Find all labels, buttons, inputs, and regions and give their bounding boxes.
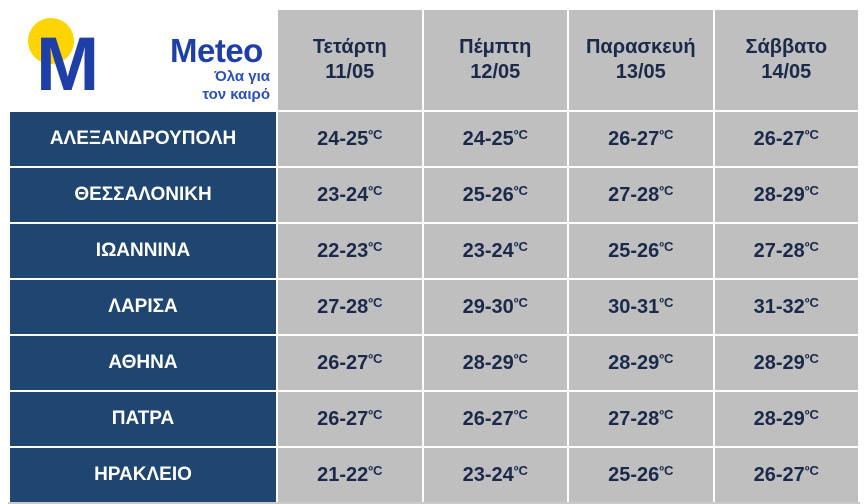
temp-cell bbox=[277, 223, 423, 279]
temp-unit: ºC bbox=[513, 238, 528, 254]
temp-cell bbox=[423, 167, 569, 223]
table-row bbox=[9, 279, 859, 335]
temp-unit: ºC bbox=[804, 350, 819, 366]
table-row bbox=[9, 223, 859, 279]
temp-unit: ºC bbox=[659, 182, 674, 198]
temp-unit: ºC bbox=[804, 294, 819, 310]
table-row bbox=[9, 447, 859, 503]
temp-cell bbox=[568, 447, 714, 503]
temp-value: 26-27 bbox=[753, 463, 805, 486]
temp-unit: ºC bbox=[804, 238, 819, 254]
forecast-table-container bbox=[8, 8, 860, 489]
weather-forecast-table bbox=[8, 8, 860, 504]
temp-value: 26-27 bbox=[462, 407, 514, 430]
temp-unit: ºC bbox=[659, 350, 674, 366]
temp-value: 28-29 bbox=[462, 351, 514, 374]
temp-cell bbox=[714, 335, 860, 391]
temp-unit: ºC bbox=[368, 126, 383, 142]
temp-cell bbox=[423, 447, 569, 503]
temp-cell bbox=[277, 279, 423, 335]
temp-cell bbox=[714, 223, 860, 279]
temp-value: 27-28 bbox=[317, 295, 369, 318]
day-date-0: 11/05 bbox=[325, 61, 375, 83]
temp-unit: ºC bbox=[804, 406, 819, 422]
temp-cell bbox=[714, 111, 860, 167]
city-label: ΑΛΕΞΑΝΔΡΟΥΠΟΛΗ bbox=[9, 111, 277, 167]
temp-cell bbox=[714, 167, 860, 223]
city-label: ΙΩΑΝΝΙΝΑ bbox=[9, 223, 277, 279]
temp-unit: ºC bbox=[368, 350, 383, 366]
temp-value: 29-30 bbox=[462, 295, 514, 318]
temp-value: 30-31 bbox=[608, 295, 660, 318]
temp-value: 23-24 bbox=[462, 463, 514, 486]
day-header-0 bbox=[277, 9, 423, 111]
temp-value: 28-29 bbox=[753, 351, 805, 374]
temp-unit: ºC bbox=[368, 182, 383, 198]
temp-value: 25-26 bbox=[608, 463, 660, 486]
temp-cell bbox=[568, 391, 714, 447]
temp-unit: ºC bbox=[659, 126, 674, 142]
temp-cell bbox=[277, 447, 423, 503]
day-date-1: 12/05 bbox=[470, 61, 521, 83]
temp-unit: ºC bbox=[513, 126, 528, 142]
meteo-logo-cell bbox=[9, 9, 277, 111]
temp-cell bbox=[568, 167, 714, 223]
temp-cell bbox=[568, 279, 714, 335]
city-label: ΑΘΗΝΑ bbox=[9, 335, 277, 391]
temp-unit: ºC bbox=[513, 182, 528, 198]
temp-value: 23-24 bbox=[462, 239, 514, 262]
temp-value: 26-27 bbox=[317, 407, 369, 430]
temp-value: 28-29 bbox=[753, 183, 805, 206]
temp-value: 27-28 bbox=[608, 407, 660, 430]
logo-tagline-line2: τον καιρό bbox=[202, 86, 270, 103]
temp-value: 28-29 bbox=[753, 407, 805, 430]
table-header-row bbox=[9, 9, 859, 111]
temp-unit: ºC bbox=[659, 294, 674, 310]
city-label: ΘΕΣΣΑΛΟΝΙΚΗ bbox=[9, 167, 277, 223]
temp-value: 26-27 bbox=[317, 351, 369, 374]
temp-unit: ºC bbox=[804, 126, 819, 142]
day-date-3: 14/05 bbox=[761, 61, 812, 83]
temp-unit: ºC bbox=[368, 238, 383, 254]
temp-cell bbox=[568, 335, 714, 391]
temp-cell bbox=[423, 223, 569, 279]
temp-value: 31-32 bbox=[753, 295, 805, 318]
temp-cell bbox=[568, 223, 714, 279]
temp-unit: ºC bbox=[368, 294, 383, 310]
temp-cell bbox=[714, 279, 860, 335]
temp-value: 22-23 bbox=[317, 239, 369, 262]
city-label: ΠΑΤΡΑ bbox=[9, 391, 277, 447]
temp-unit: ºC bbox=[513, 294, 528, 310]
temp-cell bbox=[277, 167, 423, 223]
table-row bbox=[9, 167, 859, 223]
temp-value: 25-26 bbox=[462, 183, 514, 206]
temp-cell bbox=[423, 391, 569, 447]
temp-cell bbox=[423, 111, 569, 167]
logo-letter-m: M bbox=[36, 22, 98, 107]
table-row bbox=[9, 335, 859, 391]
temp-unit: ºC bbox=[804, 462, 819, 478]
day-header-3 bbox=[714, 9, 860, 111]
table-row bbox=[9, 391, 859, 447]
temp-cell bbox=[277, 391, 423, 447]
temp-value: 27-28 bbox=[608, 183, 660, 206]
day-name-3: Σάββατο bbox=[745, 36, 828, 58]
city-label: ΛΑΡΙΣΑ bbox=[9, 279, 277, 335]
temp-unit: ºC bbox=[513, 350, 528, 366]
table-body bbox=[9, 9, 859, 503]
temp-unit: ºC bbox=[513, 462, 528, 478]
temp-cell bbox=[277, 111, 423, 167]
temp-unit: ºC bbox=[368, 462, 383, 478]
temp-cell bbox=[423, 279, 569, 335]
temp-cell bbox=[423, 335, 569, 391]
temp-value: 24-25 bbox=[317, 127, 369, 150]
temp-value: 26-27 bbox=[608, 127, 660, 150]
temp-cell bbox=[277, 335, 423, 391]
temp-value: 21-22 bbox=[317, 463, 369, 486]
logo-inner bbox=[10, 10, 276, 110]
temp-value: 24-25 bbox=[462, 127, 514, 150]
temp-unit: ºC bbox=[804, 182, 819, 198]
temp-unit: ºC bbox=[659, 406, 674, 422]
day-date-2: 13/05 bbox=[615, 61, 666, 83]
logo-tagline-line1: Όλα για bbox=[214, 68, 270, 85]
temp-value: 27-28 bbox=[753, 239, 805, 262]
temp-unit: ºC bbox=[513, 406, 528, 422]
table-row bbox=[9, 111, 859, 167]
temp-cell bbox=[568, 111, 714, 167]
temp-unit: ºC bbox=[368, 406, 383, 422]
day-header-1 bbox=[423, 9, 569, 111]
temp-value: 25-26 bbox=[608, 239, 660, 262]
day-name-2: Παρασκευή bbox=[585, 36, 696, 58]
temp-value: 23-24 bbox=[317, 183, 369, 206]
temp-value: 28-29 bbox=[608, 351, 660, 374]
day-name-0: Τετάρτη bbox=[312, 36, 387, 58]
day-header-2 bbox=[568, 9, 714, 111]
day-name-1: Πέμπτη bbox=[459, 36, 532, 58]
logo-brand-text: Meteo bbox=[170, 32, 263, 69]
temp-cell bbox=[714, 447, 860, 503]
temp-value: 26-27 bbox=[753, 127, 805, 150]
temp-unit: ºC bbox=[659, 462, 674, 478]
temp-unit: ºC bbox=[659, 238, 674, 254]
city-label: ΗΡΑΚΛΕΙΟ bbox=[9, 447, 277, 503]
temp-cell bbox=[714, 391, 860, 447]
